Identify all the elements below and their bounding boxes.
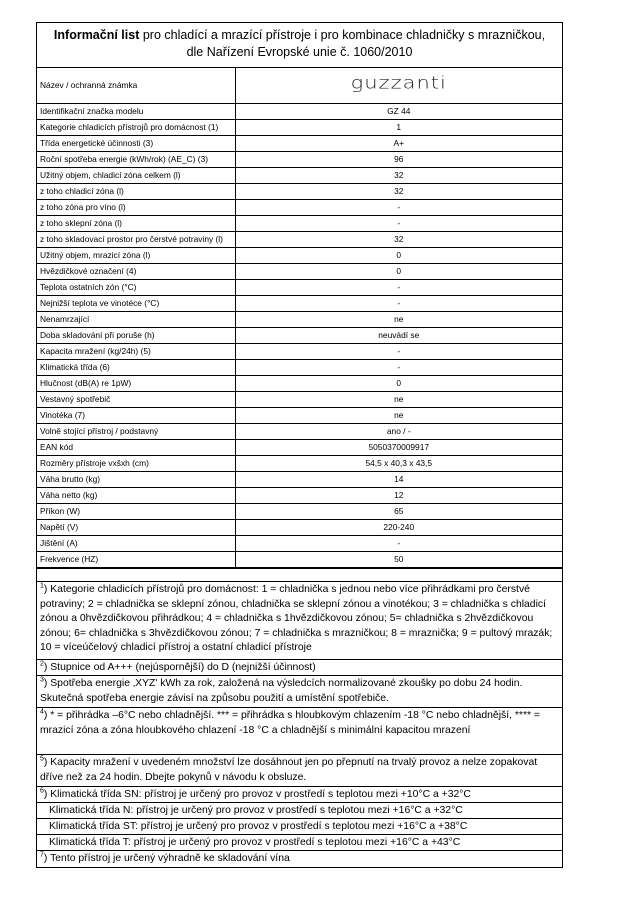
row-label: Napětí (V) <box>37 520 235 536</box>
footnote-text: Klimatická třída ST: přístroj je určený pro provoz v prostředí s teplotou mezi +16°C a +38°C <box>49 821 468 832</box>
table-row <box>37 344 562 360</box>
footnote <box>37 755 562 787</box>
row-value: 12 <box>235 488 562 504</box>
row-value: GZ 44 <box>235 104 562 120</box>
table-row <box>37 440 562 456</box>
row-value: ano / - <box>235 424 562 440</box>
spec-table <box>37 68 562 569</box>
table-row <box>37 408 562 424</box>
row-label: Identifikační značka modelu <box>37 104 235 120</box>
title-bold: Informační list <box>53 28 140 42</box>
row-label: Příkon (W) <box>37 504 235 520</box>
row-value: 54,5 x 40,3 x 43,5 <box>235 456 562 472</box>
row-label: z toho chladicí zóna (l) <box>37 184 235 200</box>
row-label: EAN kód <box>37 440 235 456</box>
footnote-text: ) Kapacity mražení v uvedeném množství lze dosáhnout jen po přepnutí na trvalý provoz a nelze zopakovat dříve než za 24 hodin. Dbejte pokynů v návodu k obsluze. <box>40 757 538 783</box>
table-row <box>37 456 562 472</box>
row-label: Váha netto (kg) <box>37 488 235 504</box>
table-row <box>37 168 562 184</box>
table-row <box>37 104 562 120</box>
row-label: z toho skladovací prostor pro čerstvé potraviny (l) <box>37 232 235 248</box>
row-label: Doba skladování při poruše (h) <box>37 328 235 344</box>
row-value: - <box>235 344 562 360</box>
footnote-number: 3 <box>40 676 44 684</box>
table-row <box>37 296 562 312</box>
row-value: ne <box>235 312 562 328</box>
row-value: 65 <box>235 504 562 520</box>
footnote <box>37 787 562 803</box>
row-value: - <box>235 216 562 232</box>
row-value: 5050370009917 <box>235 440 562 456</box>
row-value: 32 <box>235 232 562 248</box>
row-label: Hlučnost (dB(A) re 1pW) <box>37 376 235 392</box>
row-label: Užitný objem, chladicí zóna celkem (l) <box>37 168 235 184</box>
footnote-text: ) Klimatická třída SN: přístroj je určený pro provoz v prostředí s teplotou mezi +10°C a +32°C <box>43 789 471 800</box>
footnote-text: Klimatická třída T: přístroj je určený pro provoz v prostředí s teplotou mezi +16°C a +43°C <box>49 837 461 848</box>
footnote <box>37 819 562 835</box>
product-information-sheet <box>36 22 563 868</box>
table-row <box>37 184 562 200</box>
table-row <box>37 232 562 248</box>
table-row <box>37 280 562 296</box>
table-row <box>37 536 562 552</box>
row-label: Vinotéka (7) <box>37 408 235 424</box>
table-row <box>37 424 562 440</box>
footnote-number: 4 <box>40 708 44 716</box>
row-value: - <box>235 360 562 376</box>
footnote <box>37 582 562 660</box>
row-label: Název / ochranná známka <box>37 68 235 104</box>
row-label: Roční spotřeba energie (kWh/rok) (AE_C) (3) <box>37 152 235 168</box>
footnote-text: ) Spotřeba energie ‚XYZ' kWh za rok, založená na výsledcích normalizované zkoušky po dobu 24 hodin. Skutečná spotřeba energie závisí na způsobu použití a umístění spotřebiče. <box>40 678 523 704</box>
row-label: Užitný objem, mrazicí zóna (l) <box>37 248 235 264</box>
row-label: Frekvence (HZ) <box>37 552 235 569</box>
row-value: 220-240 <box>235 520 562 536</box>
table-row <box>37 552 562 569</box>
row-label: Rozměry přístroje vxšxh (cm) <box>37 456 235 472</box>
row-value: 32 <box>235 184 562 200</box>
footnote <box>37 851 562 867</box>
brand-logo-cell <box>235 68 562 104</box>
footnote-number: 2 <box>40 660 44 668</box>
table-row <box>37 200 562 216</box>
footnote-text: Klimatická třída N: přístroj je určený pro provoz v prostředí s teplotou mezi +16°C a +32°C <box>49 805 463 816</box>
row-label: Teplota ostatních zón (°C) <box>37 280 235 296</box>
row-value: 32 <box>235 168 562 184</box>
footnote <box>37 660 562 676</box>
table-row <box>37 216 562 232</box>
row-label: Třída energetické účinnosti (3) <box>37 136 235 152</box>
table-row <box>37 520 562 536</box>
footnote-number: 6 <box>40 787 44 795</box>
footnote-text: ) Stupnice od A+++ (nejúspornější) do D (nejnižší účinnost) <box>43 662 316 673</box>
row-value: 14 <box>235 472 562 488</box>
row-value: 0 <box>235 248 562 264</box>
sheet-title <box>37 23 562 68</box>
footnote-text: ) Tento přístroj je určený výhradně ke skladování vína <box>43 853 290 864</box>
row-value: - <box>235 536 562 552</box>
table-row <box>37 120 562 136</box>
footnote-number: 7 <box>40 851 44 859</box>
row-label: Vestavný spotřebič <box>37 392 235 408</box>
row-label: Kategorie chladicích přístrojů pro domácnost (1) <box>37 120 235 136</box>
row-label: Jištění (A) <box>37 536 235 552</box>
table-row <box>37 152 562 168</box>
row-label: z toho sklepní zóna (l) <box>37 216 235 232</box>
table-row <box>37 312 562 328</box>
footnote-number: 1 <box>40 582 44 590</box>
row-value: 1 <box>235 120 562 136</box>
row-value: 96 <box>235 152 562 168</box>
row-label: Kapacita mražení (kg/24h) (5) <box>37 344 235 360</box>
table-row <box>37 264 562 280</box>
row-value: ne <box>235 408 562 424</box>
row-value: A+ <box>235 136 562 152</box>
title-line2: dle Nařízení Evropské unie č. 1060/2010 <box>186 45 413 59</box>
row-value: - <box>235 280 562 296</box>
row-value: - <box>235 296 562 312</box>
row-label: Nenamrzající <box>37 312 235 328</box>
table-row <box>37 360 562 376</box>
row-label: Volně stojící přístroj / podstavný <box>37 424 235 440</box>
row-value: - <box>235 200 562 216</box>
row-value: 0 <box>235 264 562 280</box>
footnotes <box>37 582 562 867</box>
footnote <box>37 708 562 755</box>
table-row <box>37 376 562 392</box>
footnote-text: ) Kategorie chladicích přístrojů pro domácnost: 1 = chladnička s jednou nebo více přihrádkami pro čerstvé potraviny; 2 = chladnička se sklepní zónou, chladnička se sklepní zónou a vinotékou; 3 = chladnička s chladicí zónou a 0hvězdičkovou přihrádkou; 4 = chladnička s 1hvězdičkovou zónou; 5= chladnička s 2hvězdičkovou zónou; 6= chladnička s 3hvězdičkovou zónou; 7 = chladnička s mrazničkou; 8 = mraznička; 9 = pultový mrazák; 10 = víceúčelový chladicí přístroj a ostatní chladicí přístroje <box>40 584 553 654</box>
table-spacer <box>37 569 562 582</box>
table-row <box>37 248 562 264</box>
footnote-text: ) * = přihrádka –6°C nebo chladnější. *** = přihrádka s hloubkovým chlazením -18 °C nebo chladnější, **** = mrazicí zóna a zóna hloubkového chlazení -18 °C a chladnější s minimální kapacitou mrazení <box>40 710 540 736</box>
table-row <box>37 136 562 152</box>
footnote <box>37 676 562 708</box>
table-row <box>37 472 562 488</box>
row-label: Váha brutto (kg) <box>37 472 235 488</box>
table-row <box>37 504 562 520</box>
footnote <box>37 803 562 819</box>
table-row-brand <box>37 68 562 104</box>
row-value: 0 <box>235 376 562 392</box>
table-row <box>37 488 562 504</box>
row-label: Hvězdičkové označení (4) <box>37 264 235 280</box>
footnote-number: 5 <box>40 755 44 763</box>
table-row <box>37 328 562 344</box>
table-row <box>37 392 562 408</box>
brand-logo: guzzanti <box>350 73 447 93</box>
row-value: 50 <box>235 552 562 569</box>
row-value: neuvádí se <box>235 328 562 344</box>
row-label: Nejnižší teplota ve vinotéce (°C) <box>37 296 235 312</box>
footnote <box>37 835 562 851</box>
title-rest: pro chladící a mrazící přístroje i pro kombinace chladničky s mrazničkou, <box>139 28 546 42</box>
row-value: ne <box>235 392 562 408</box>
row-label: z toho zóna pro víno (l) <box>37 200 235 216</box>
row-label: Klimatická třída (6) <box>37 360 235 376</box>
